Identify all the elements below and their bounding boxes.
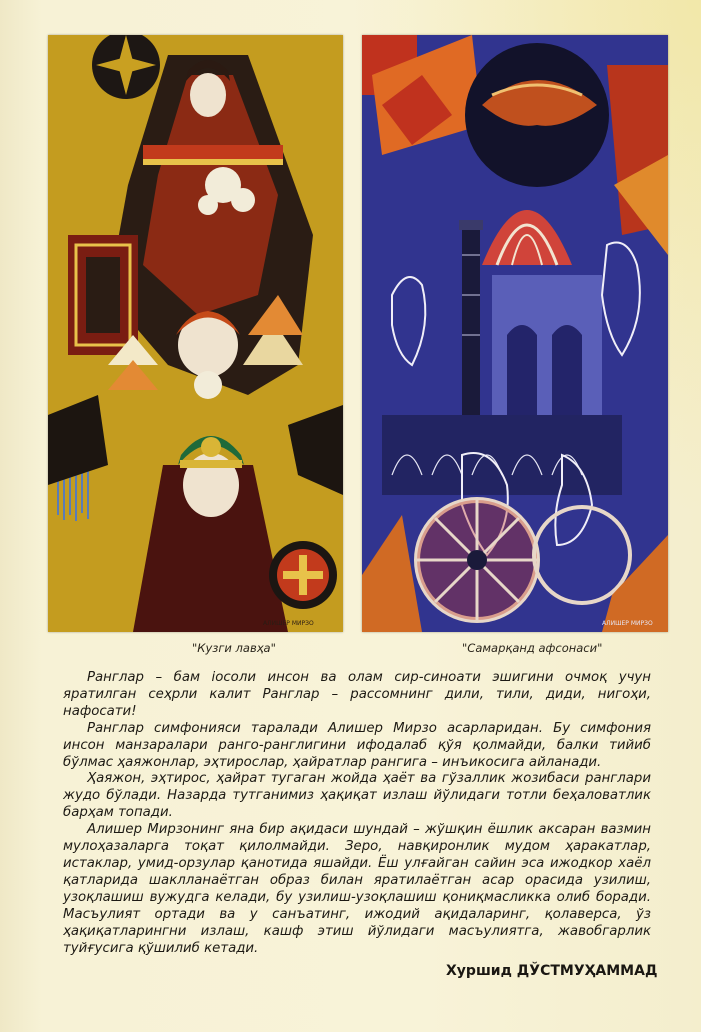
painting-samarkand-legend	[362, 35, 668, 632]
painting-autumn-caption: "Кузги лавҳа"	[192, 641, 276, 655]
article-paragraph-4: Алишер Мирзонинг яна бир ақидаси шундай – жўшқин ёшлик аксаран вазмин мулоҳазаларга тоқат қилолмайди. Зеро, навқиронлик мудом ҳаракатлар, истаклар, умид-орзулар қанотида яшайди. Ёш улғайган сайин эса ижодкор хаёл қатларида шаклланаётган образ билан яратилаётган асар орасида узилиш, узоқлашиш вужудга келади, бу узилиш-узоқлашиш қониқмасликка олиб боради. Масъулият ортади ва у санъатинг, ижодий ақидаларинг, қолаверса, ўз ҳақиқатларингни излаш, кашф этиш йўлидаги масъулиятга, жавобгарлик туйғусига қўшилиб кетади.	[63, 822, 651, 956]
article-paragraph-2: Ранглар симфонияси таралади Алишер Мирзо асарларидан. Бу симфония инсон манзаралари ранго-ранглигини ифодалаб қўя қолмайди, балки тийиб бўлмас ҳаяжонлар, эҳтирослар, ҳайратлар рангига – инъикосига айланади.	[63, 720, 651, 770]
painting-samarkand-legend-illustration	[362, 35, 668, 632]
painting-samarkand-signature: АЛИШЕР МИРЗО	[602, 620, 653, 627]
article-body	[63, 670, 651, 957]
article-paragraph-3: Ҳаяжон, эҳтирос, ҳайрат тугаган жойда ҳаёт ва гўзаллик жозибаси ранглари жудо бўлади. Назарда тутганимиз ҳақиқат излаш йўлидаги тотли беҳаловатлик барҳам топади.	[63, 771, 651, 821]
painting-samarkand-caption: "Самарқанд афсонаси"	[462, 641, 603, 655]
painting-autumn-scene	[48, 35, 343, 632]
article-paragraph-1: Ранглар – бам ioсоли инсон ва олам сир-синоати эшигини очмоқ учун яратилган сеҳрли калит Ранглар – рассомнинг дили, тили, диди, нигоҳи, нафосати!	[63, 670, 651, 719]
article-author: Хуршид ДЎСТМУҲАММАД	[446, 963, 658, 979]
painting-autumn-scene-illustration	[48, 35, 343, 632]
painting-autumn-signature: АЛИШЕР МИРЗО	[263, 620, 314, 627]
